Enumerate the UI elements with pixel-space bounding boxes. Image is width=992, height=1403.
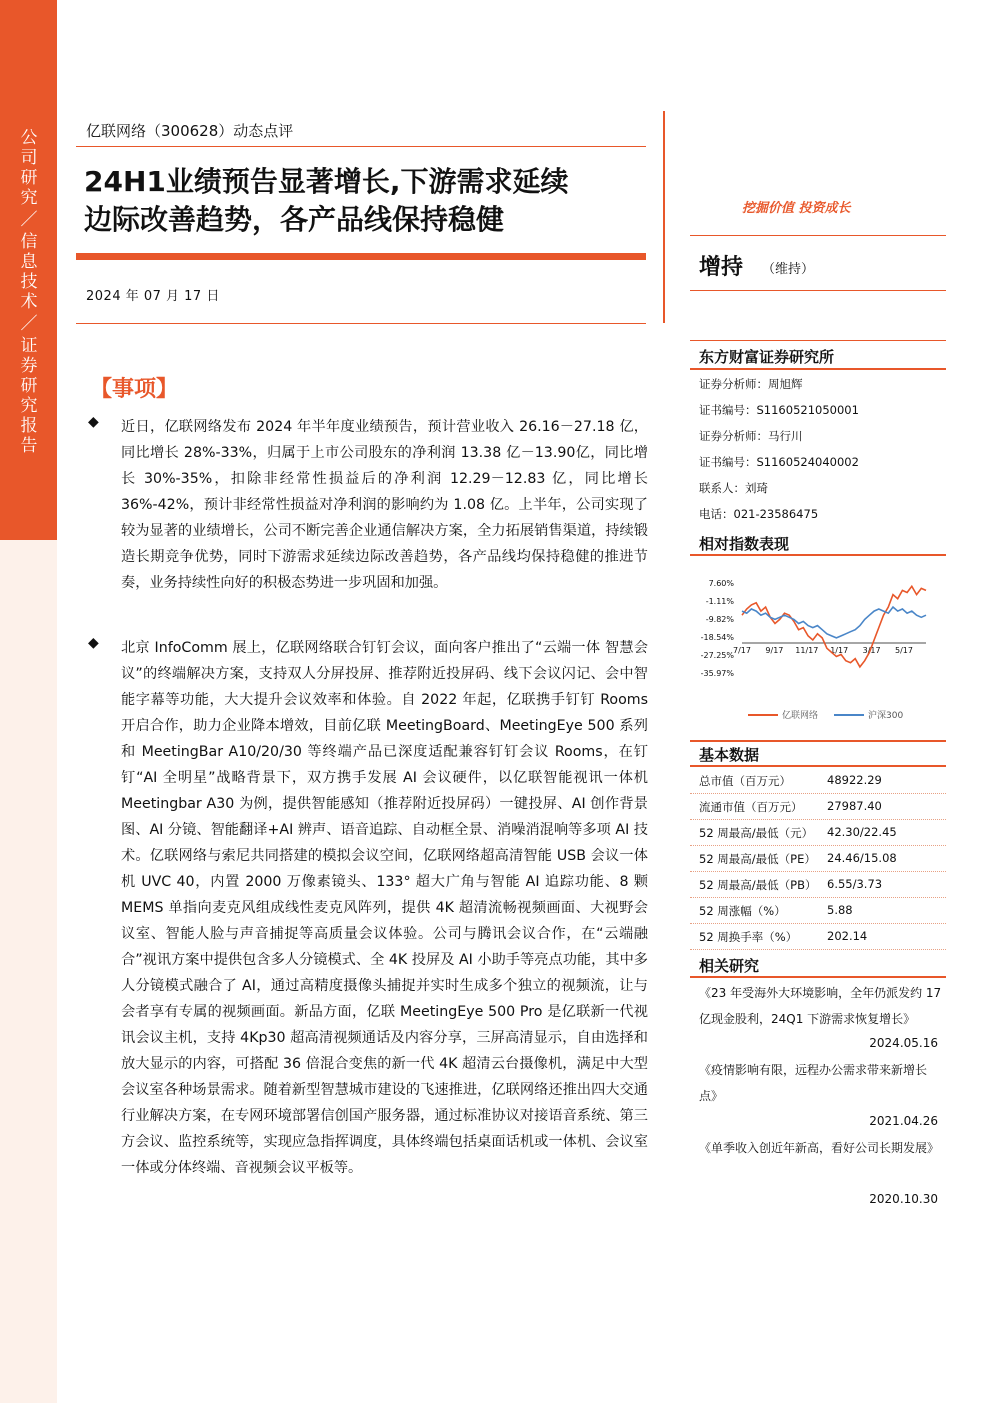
related-report-link[interactable]: 《单季收入创近年新高，看好公司长期发展》 (699, 1141, 940, 1155)
list-item (88, 414, 648, 596)
row-value: 42.30/22.45 (827, 825, 897, 839)
divider (690, 290, 946, 291)
divider (76, 323, 646, 324)
row-label: 52 周涨幅（%） (699, 904, 786, 918)
x-tick-label: 7/17 (733, 645, 751, 655)
title-line-2: 边际改善趋势，各产品线保持稳健 (84, 203, 505, 236)
row-value: 5.88 (827, 903, 853, 917)
bullet-icon: ◆ (88, 414, 99, 430)
vertical-divider (663, 111, 665, 323)
table-row (690, 871, 946, 898)
paragraph-2: 北京 InfoComm 展上，亿联网络联合钉钉会议，面向客户推出了“云端一体 智慧会议”的终端解决方案，支持双人分屏投屏、推荐附近投屏码、线下会议闪记、会中智能字幕等功能，大大提升会议效率和体验。自 2022 年起，亿联携手钉钉 Rooms 开启合作，助力企业降本增效，目前亿联 MeetingBoard、MeetingEye 500 系列和 MeetingBar A10/20/30 等终端产品已深度适配兼容钉钉会议 Rooms，在钉钉“AI 全明星”战略背景下，双方携手发展 AI 会议硬件，以亿联智能视讯一体机 Meetingbar A30 为例，提供智能感知（推荐附近投屏码）一键投屏、AI 创作背景图、AI 分镜、智能翻译+AI 辨声、语音追踪、自动框全景、消噪消混响等多项 AI 技术。亿联网络与索尼共同搭建的模拟会议空间，亿联网络超高清智能 USB 会议一体机 UVC 40，内置 2000 万像素镜头、133° 超大广角与智能 AI 追踪功能、8 颗 MEMS 单指向麦克风组成线性麦克风阵列，提供 4K 超清流畅视频画面、大视野会议室、智能人脸与声音捕捉等高质量会议体验。公司与腾讯会议合作，在“云端融合”视讯方案中提供包含多人分镜模式、全 4K 投屏及 AI 小助手等亮点功能，其中多人分镜模式融合了 AI，通过高精度摄像头捕捉并实时生成多个独立的视频流，让与会者享有专属的视频画面。新品方面，亿联 MeetingEye 500 Pro 是亿联新一代视讯会议主机，支持 4Kp30 超高清视频通话及内容分享，三屏高清显示，自由选择和放大显示的内容，可搭配 36 倍混合变焦的新一代 4K 超清云台摄像机，满足中大型会议室各种场景需求。随着新型智慧城市建设的飞速推进，亿联网络还推出四大交通行业解决方案，在专网环境部署信创国产服务器，通过标准协议对接语音系统、第三方会议、监控系统等，实现应急指挥调度，具体终端包括桌面话机或一体机、会议室一体或分体终端、音视频会议平板等。 (121, 640, 648, 1176)
x-tick-label: 9/17 (765, 645, 784, 655)
rating: 增持 (699, 255, 744, 280)
series-line-index (742, 607, 926, 638)
x-tick-label: 5/17 (895, 645, 913, 655)
relative-index-chart (690, 565, 946, 737)
y-tick-label: -27.25% (700, 650, 734, 660)
contact-line: 联系人：刘琦 (699, 481, 768, 495)
y-tick-label: 7.60% (708, 579, 734, 588)
x-tick-label: 11/17 (795, 645, 819, 655)
bullet-icon: ◆ (88, 635, 99, 651)
divider-thick (76, 253, 646, 260)
heading-bar (690, 554, 946, 556)
heading-bar (690, 740, 946, 742)
section-title: 【事项】 (90, 377, 179, 402)
contact-line: 证券分析师：马行川 (699, 429, 803, 443)
page-title (84, 163, 649, 239)
row-label: 总市值（百万元） (699, 774, 791, 788)
x-tick-label: 1/17 (830, 645, 849, 655)
row-label: 流通市值（百万元） (699, 800, 803, 814)
related-report-date: 2024.05.16 (869, 1036, 938, 1050)
related-report-date: 2021.04.26 (869, 1114, 938, 1128)
divider (76, 146, 646, 147)
row-label: 52 周换手率（%） (699, 930, 798, 944)
sidebar-band-lower (0, 540, 57, 1403)
row-value: 27987.40 (827, 799, 882, 813)
y-tick-label: -9.82% (705, 614, 734, 624)
contact-line: 证书编号：S1160524040002 (699, 455, 859, 469)
divider (690, 235, 946, 236)
table-row (690, 793, 946, 820)
rating-note: （维持） (762, 262, 815, 277)
row-value: 6.55/3.73 (827, 877, 883, 891)
row-label: 52 周最高/最低（PE） (699, 852, 816, 866)
table-row (690, 845, 946, 872)
table-row (690, 923, 946, 950)
table-row (690, 819, 946, 846)
table-row (690, 897, 946, 924)
chart-heading: 相对指数表现 (699, 535, 790, 553)
table-row (690, 767, 946, 794)
basic-data-heading: 基本数据 (699, 746, 760, 764)
paragraph-1: 近日，亿联网络发布 2024 年半年度业绩预告，预计营业收入 26.16－27.18 亿，同比增长 28%-33%，归属于上市公司股东的净利润 13.38 亿－13.90亿，同比增长 30%-35%，扣除非经常性损益后的净利润 12.29－12.83 亿，同比增长 36%-42%，预计非经常性损益对净利润的影响约为 1.08 亿。上半年，公司实现了较为显著的业绩增长，公司不断完善企业通信解决方案，全力拓展销售渠道，持续锻造长期竞争优势，同时下游需求延续边际改善趋势，各产品线均保持稳健的推进节奏，业务持续性向好的积极态势进一步巩固和加强。 (121, 419, 648, 591)
contact-line: 证券分析师：周旭辉 (699, 377, 803, 391)
chart-svg (690, 565, 946, 737)
row-label: 52 周最高/最低（元） (699, 826, 814, 840)
report-type: 亿联网络（300628）动态点评 (86, 122, 294, 140)
list-item (88, 635, 648, 1181)
slogan: 挖掘价值 投资成长 (742, 201, 851, 216)
y-tick-label: -35.97% (700, 669, 734, 678)
y-tick-label: -18.54% (700, 632, 734, 642)
heading-bar (690, 976, 946, 978)
legend-label: 亿联网络 (782, 711, 819, 721)
row-label: 52 周最高/最低（PB） (699, 878, 817, 892)
related-report-link[interactable]: 《疫情影响有限，远程办公需求带来新增长点》 (699, 1063, 928, 1103)
heading-bar (690, 368, 946, 370)
related-report-link[interactable]: 《23 年受海外大环境影响，全年仍派发约 17 亿现金股利，24Q1 下游需求恢复增长》 (699, 986, 942, 1026)
report-date: 2024 年 07 月 17 日 (86, 289, 220, 304)
title-line-1: 24H1业绩预告显著增长,下游需求延续 (84, 165, 569, 198)
institute-name: 东方财富证券研究所 (699, 348, 835, 366)
row-value: 202.14 (827, 929, 868, 943)
related-heading: 相关研究 (699, 957, 760, 975)
related-report-date: 2020.10.30 (869, 1192, 938, 1206)
legend-label: 沪深300 (868, 711, 904, 721)
sidebar-vertical-text: 公 司 研 究 ／ 信 息 技 术 ／ 证 券 研 究 报 告 (20, 128, 38, 456)
contact-line: 电话：021-23586475 (699, 507, 819, 521)
y-tick-label: -1.11% (705, 596, 734, 606)
divider (690, 340, 946, 341)
row-value: 24.46/15.08 (827, 851, 897, 865)
contact-line: 证书编号：S1160521050001 (699, 403, 859, 417)
row-value: 48922.29 (827, 773, 882, 787)
x-tick-label: 3/17 (862, 645, 881, 655)
